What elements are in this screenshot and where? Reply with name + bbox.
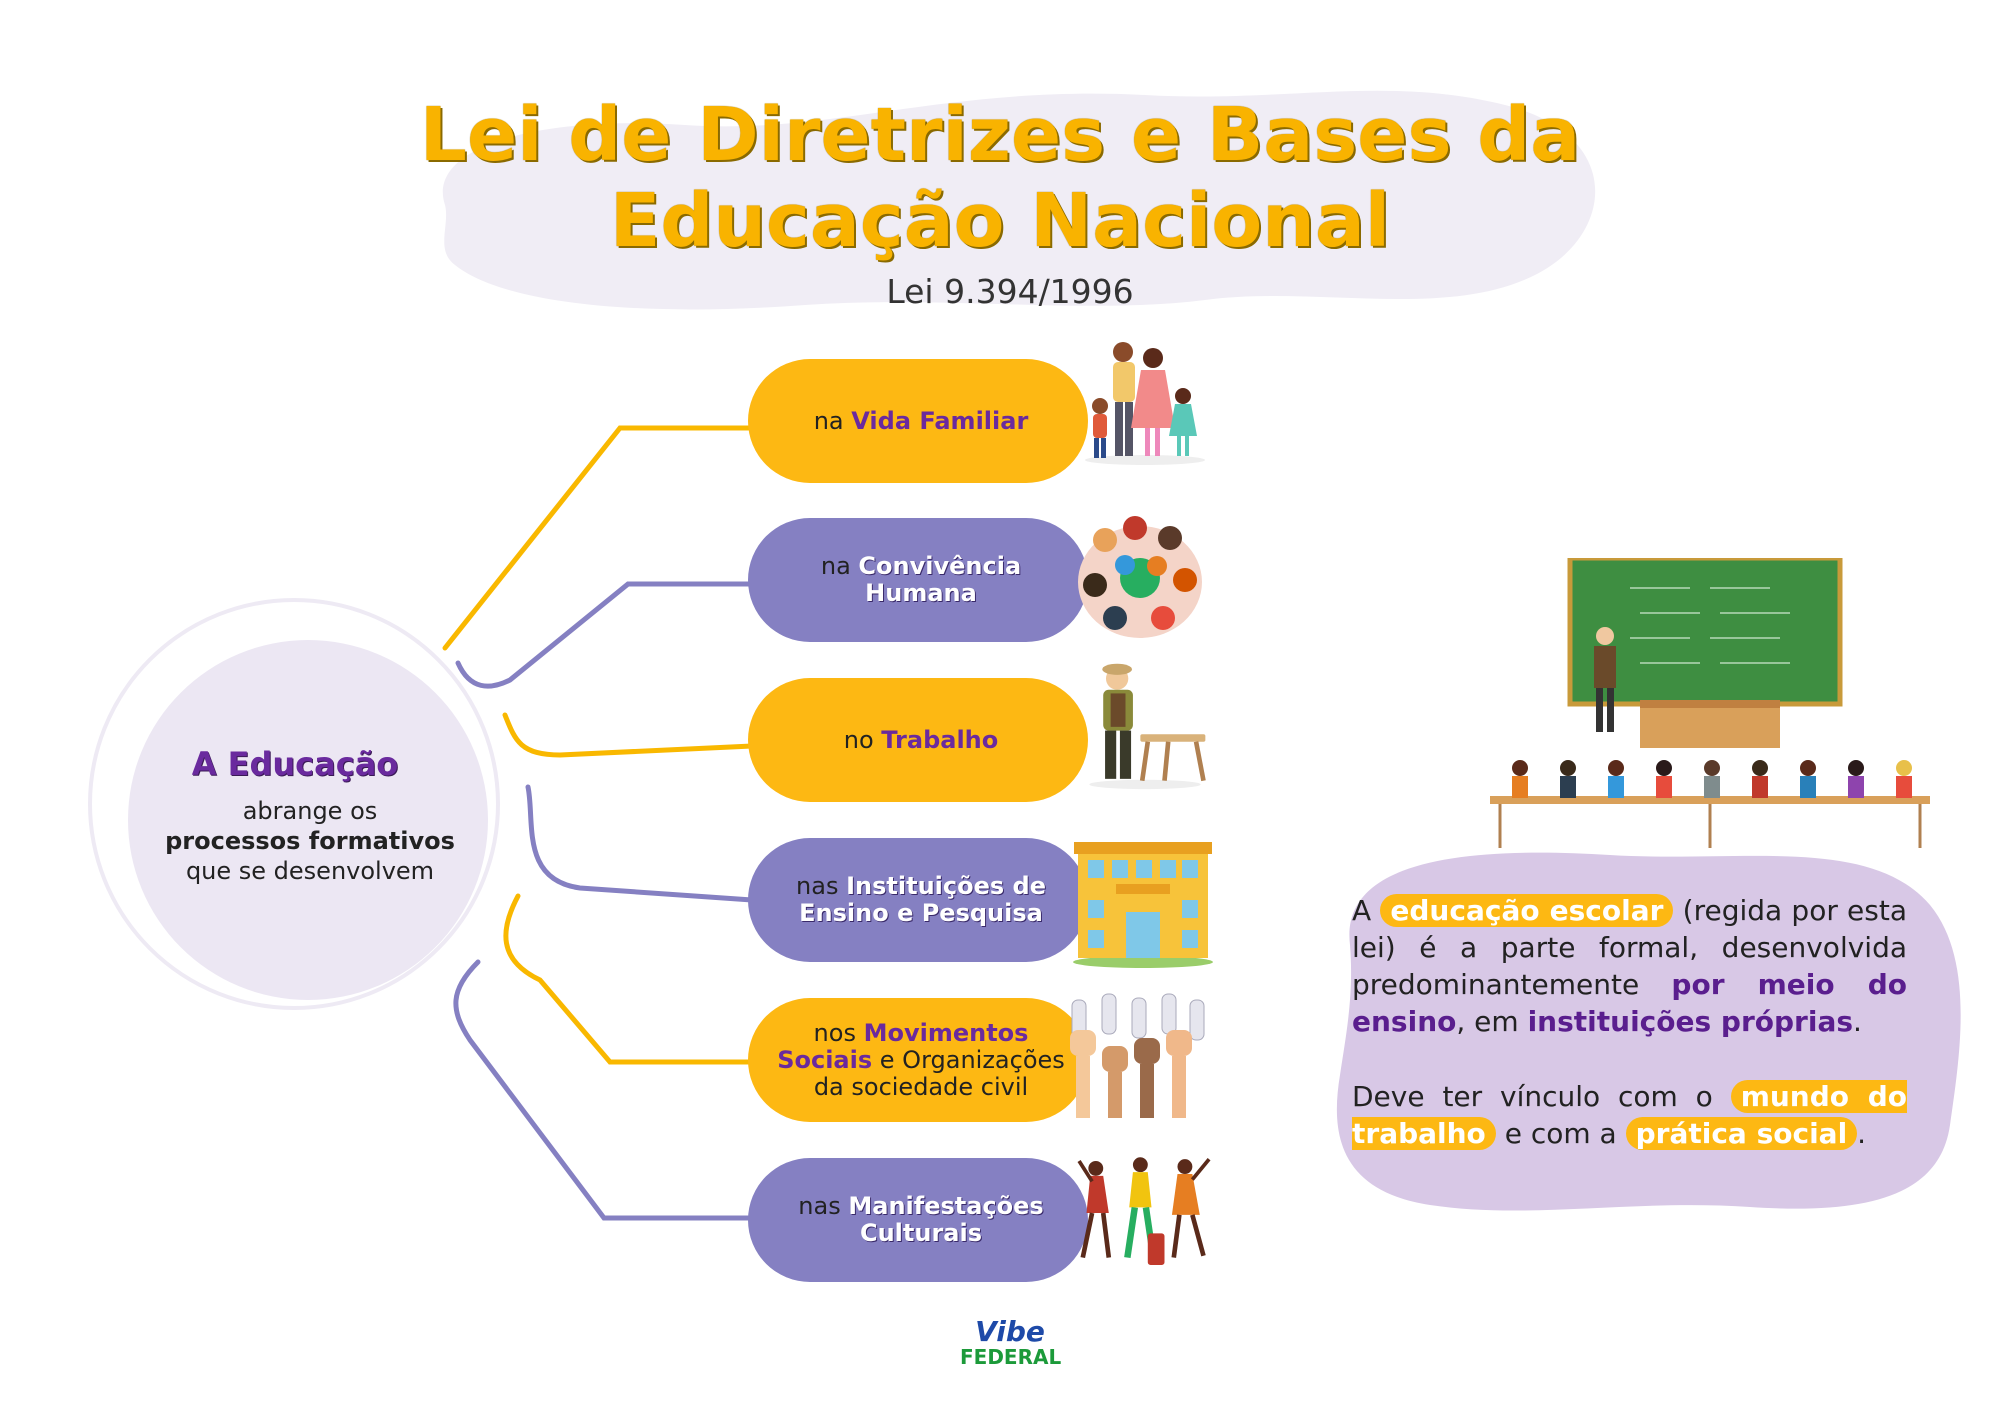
logo-line-1: Vibe	[975, 1315, 1045, 1348]
vibe-federal-logo	[960, 1315, 1062, 1388]
connector-3	[505, 715, 752, 755]
center-title: A Educação	[191, 745, 399, 783]
item-manifestacoes-culturais: nas Manifestações Culturais	[748, 1158, 1088, 1282]
raised-fists-icon	[1062, 990, 1212, 1120]
highlight-educacao-escolar: educação escolar	[1380, 894, 1673, 927]
center-line-2: processos formativos	[165, 827, 455, 855]
connector-5	[506, 896, 752, 1062]
logo-line-2: FEDERAL	[960, 1345, 1062, 1369]
item-trabalho: no Trabalho	[748, 678, 1088, 802]
highlight-mundo-do-trabalho: mundo do trabalho	[1352, 1080, 1907, 1150]
item-vida-familiar: na Vida Familiar	[748, 359, 1088, 483]
highlight-pratica-social: prática social	[1626, 1117, 1858, 1150]
group-hug-icon	[1065, 510, 1215, 640]
center-line-3: que se desenvolvem	[185, 857, 435, 885]
carpenter-icon	[1070, 660, 1220, 790]
info-text	[1352, 892, 1907, 1190]
page-subtitle: Lei 9.394/1996	[886, 272, 1134, 311]
title-line-1: Lei de Diretrizes e Bases da	[419, 92, 1581, 178]
info-paragraph-2: Deve ter vínculo com o mundo do trabalho e com a prática social .	[1352, 1080, 1907, 1150]
connector-1	[445, 428, 752, 648]
family-icon	[1065, 338, 1215, 468]
item-movimentos-sociais: nos Movimentos Sociais e Organizações da sociedade civil	[748, 998, 1088, 1122]
connector-6	[456, 962, 752, 1218]
connector-4	[528, 787, 752, 900]
item-instituicoes: nas Instituições de Ensino e Pesquisa	[748, 838, 1088, 962]
connector-2	[458, 584, 752, 686]
item-convivencia-humana: na Convivência Humana	[748, 518, 1088, 642]
school-building-icon	[1068, 838, 1218, 968]
center-line-1: abrange os	[242, 797, 378, 825]
dancers-icon	[1070, 1148, 1220, 1278]
classroom-illustration	[1490, 558, 1930, 850]
info-paragraph-1: A educação escolar (regida por esta lei) é a parte formal, desenvolvida predominantemente por meio do ensino, em instituições próprias.	[1352, 894, 1908, 1038]
title-line-2: Educação Nacional	[609, 178, 1391, 264]
center-description	[140, 796, 480, 886]
